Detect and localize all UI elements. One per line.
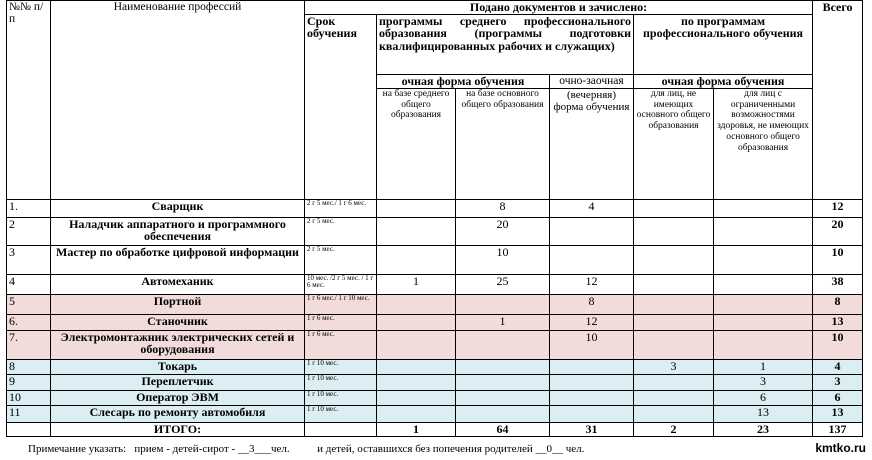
totals-label: ИТОГО: — [51, 422, 305, 436]
footnote: Примечание указать: прием - детей-сирот - __3___чел. и детей, оставшихся без попечения родителей __0__ чел. — [28, 443, 585, 455]
header-sub-2: на базе основного общего образования — [456, 88, 550, 199]
header-sub-4: для лиц, не имеющих основного общего образования — [634, 88, 714, 199]
header-submitted: Подано документов и зачислено: — [305, 1, 813, 15]
header-sub-1: на базе среднего общего образования — [377, 88, 456, 199]
table-row: 9 Переплетчик 1 г 10 мес. 3 3 — [7, 374, 863, 390]
header-group-po: по программам профессионального обучения — [634, 14, 813, 74]
header-sub-3: (вечерняя) форма обучения — [550, 88, 634, 199]
admission-table — [6, 0, 863, 437]
header-num: №№ п/п — [7, 1, 51, 200]
header-term: Срок обучения — [305, 14, 377, 199]
table-row: 6. Станочник 1 г 6 мес. 1 12 13 — [7, 314, 863, 330]
header-sub-5: для лиц с ограниченными возможностями здоровья, не имеющих основного общего образования — [714, 88, 813, 199]
header-fulltime-2: очная форма обучения — [634, 74, 813, 88]
header-group-spo: программы среднего профессионального образования (программы подготовки квалифицированных рабочих и служащих) — [377, 14, 634, 74]
header-name: Наименование профессий — [51, 1, 305, 200]
table-row: 8 Токарь 1 г 10 мес. 3 1 4 — [7, 359, 863, 374]
header-fulltime: очная форма обучения — [377, 74, 550, 88]
table-row: 2 Наладчик аппаратного и программного обеспечения 2 г 5 мес. 20 20 — [7, 217, 863, 245]
table-row: 10 Оператор ЭВМ 1 г 10 мес. 6 6 — [7, 390, 863, 405]
table-row: 5 Портной 1 г 6 мес./ 1 г 10 мес. 8 8 — [7, 294, 863, 314]
table-row: 3 Мастер по обработке цифровой информации 2 г 5 мес. 10 10 — [7, 245, 863, 274]
watermark: kmtko.ru — [815, 441, 866, 455]
totals-row: ИТОГО: 1 64 31 2 23 137 — [7, 422, 863, 436]
header-total: Всего — [813, 1, 863, 200]
table-row: 7. Электромонтажник электрических сетей и оборудования 1 г 6 мес. 10 10 — [7, 330, 863, 359]
table-row: 4 Автомеханик 10 мес. /2 г 5 мес. / 1 г 6 мес. 1 25 12 38 — [7, 274, 863, 294]
header-parttime: очно-заочная — [550, 74, 634, 88]
table-row: 11 Слесарь по ремонту автомобиля 1 г 10 мес. 13 13 — [7, 405, 863, 422]
table-row: 1. Сварщик 2 г 5 мес./ 1 г 6 мес. 8 4 12 — [7, 199, 863, 217]
